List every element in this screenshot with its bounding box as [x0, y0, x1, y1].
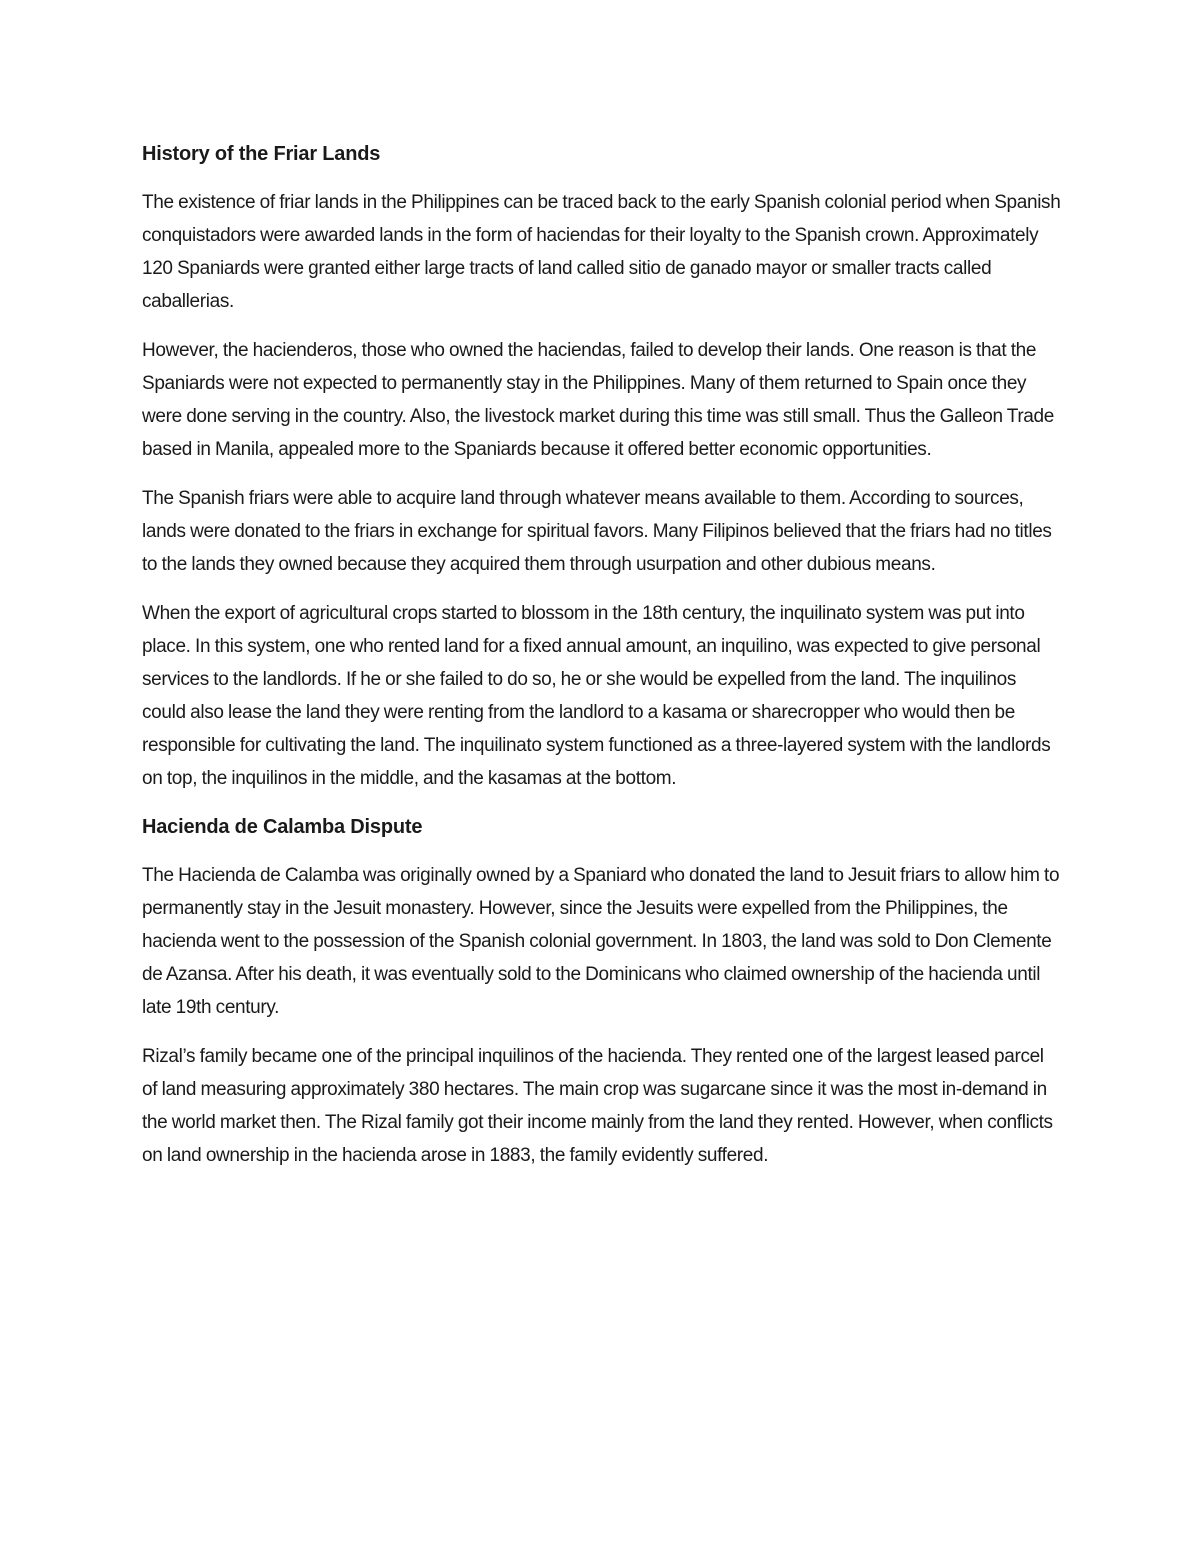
section-heading-friar-lands: History of the Friar Lands — [142, 143, 381, 165]
paragraph: Rizal’s family became one of the principal inquilinos of the hacienda. They rented one of the largest leased parcel of land measuring approximately 380 hectares. The main crop was sugarcane since it was the most in-demand in the world market then. The Rizal family got their income mainly from the land they rented. However, when conflicts on land ownership in the hacienda arose in 1883, the family evidently suffered. — [142, 1046, 1053, 1166]
paragraph: The Spanish friars were able to acquire land through whatever means available to them. According to sources, lands were donated to the friars in exchange for spiritual favors. Many Filipinos believed that the friars had no titles to the lands they owned because they acquired them through usurpation and other dubious means. — [142, 488, 1052, 575]
paragraph: However, the hacienderos, those who owned the haciendas, failed to develop their lands. One reason is that the Spaniards were not expected to permanently stay in the Philippines. Many of them returned to Spain once they were done serving in the country. Also, the livestock market during this time was still small. Thus the Galleon Trade based in Manila, appealed more to the Spaniards because it offered better economic opportunities. — [142, 340, 1054, 460]
document-page — [142, 138, 1062, 1188]
paragraph: The existence of friar lands in the Philippines can be traced back to the early Spanish colonial period when Spanish conquistadors were awarded lands in the form of haciendas for their loyalty to the Spanish crown. Approximately 120 Spaniards were granted either large tracts of land called sitio de ganado mayor or smaller tracts called caballerias. — [142, 192, 1061, 312]
paragraph: The Hacienda de Calamba was originally owned by a Spaniard who donated the land to Jesuit friars to allow him to permanently stay in the Jesuit monastery. However, since the Jesuits were expelled from the Philippines, the hacienda went to the possession of the Spanish colonial government. In 1803, the land was sold to Don Clemente de Azansa. After his death, it was eventually sold to the Dominicans who claimed ownership of the hacienda until late 19th century. — [142, 865, 1060, 1018]
paragraph: When the export of agricultural crops started to blossom in the 18th century, the inquilinato system was put into place. In this system, one who rented land for a fixed annual amount, an inquilino, was expected to give personal services to the landlords. If he or she failed to do so, he or she would be expelled from the land. The inquilinos could also lease the land they were renting from the landlord to a kasama or sharecropper who would then be responsible for cultivating the land. The inquilinato system functioned as a three-layered system with the landlords on top, the inquilinos in the middle, and the kasamas at the bottom. — [142, 603, 1051, 789]
section-heading-calamba-dispute: Hacienda de Calamba Dispute — [142, 816, 423, 838]
